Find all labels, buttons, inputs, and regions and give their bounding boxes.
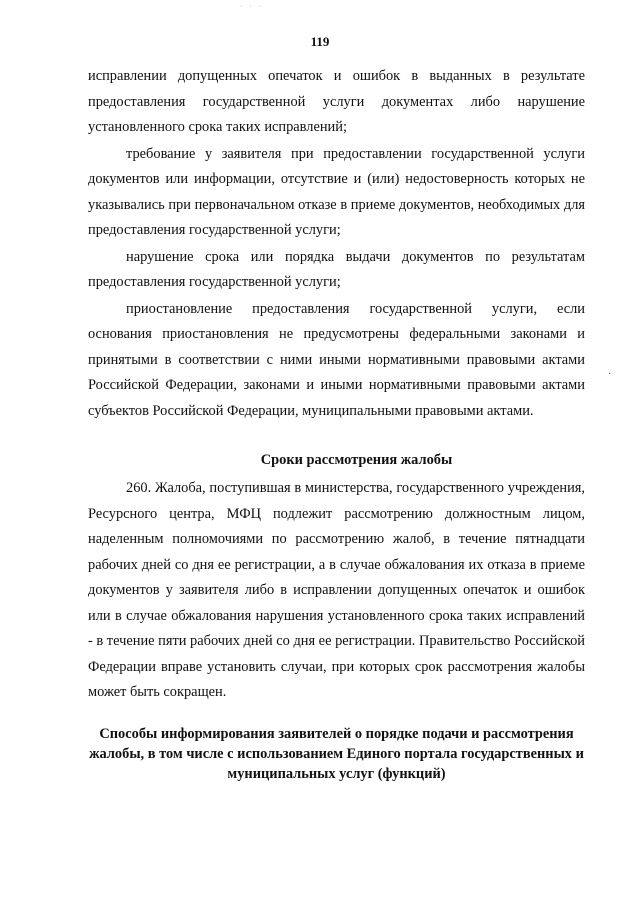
page-number: 119 — [310, 34, 330, 49]
page-content — [88, 64, 585, 784]
paragraph-suspension: приостановление предоставления государственной услуги, если основания приостановления не предусмотрены федеральными законами и принятыми в соответствии с ними иными нормативными правовыми актами Российской Федерации, законами и иными нормативными правовыми актами субъектов Российской Федерации, муниципальными правовыми актами. — [88, 300, 585, 419]
paragraph-deadline-violation: нарушение срока или порядка выдачи документов по результатам предоставления государственной услуги; — [88, 248, 585, 290]
section-heading-informing-methods: Способы информирования заявителей о порядке подачи и рассмотрения жалобы, в том числе с использованием Единого портала государственных и муниципальных услуг (функций) — [89, 725, 584, 782]
section-heading-complaint-terms: Сроки рассмотрения жалобы — [260, 452, 453, 468]
paragraph-requirement: требование у заявителя при предоставлении государственной услуги документов или информации, отсутствие и (или) недостоверность которых не указывались при первоначальном отказе в приеме документов, необходимых для предоставления государственной услуги; — [88, 145, 585, 238]
paragraph-continuation: исправлении допущенных опечаток и ошибок в выданных в результате предоставления государственной услуги документах либо нарушение установленного срока таких исправлений; — [88, 68, 585, 135]
margin-mark: · — [608, 369, 612, 380]
paragraph-260: 260. Жалоба, поступившая в министерства, государственного учреждения, Ресурсного центра, МФЦ подлежит рассмотрению должностным лицом, наделенным полномочиями по рассмотрению жалоб, в течение пятнадцати рабочих дней со дня ее регистрации, а в случае обжалования их отказа в приеме документов у заявителя либо в исправлении допущенных опечаток и ошибок или в случае обжалования нарушения установленного срока таких исправлений - в течение пяти рабочих дней со дня ее регистрации. Правительство Российской Федерации вправе установить случаи, при которых срок рассмотрения жалобы может быть сокращен. — [88, 480, 585, 700]
scan-specks: · · · — [240, 4, 264, 10]
